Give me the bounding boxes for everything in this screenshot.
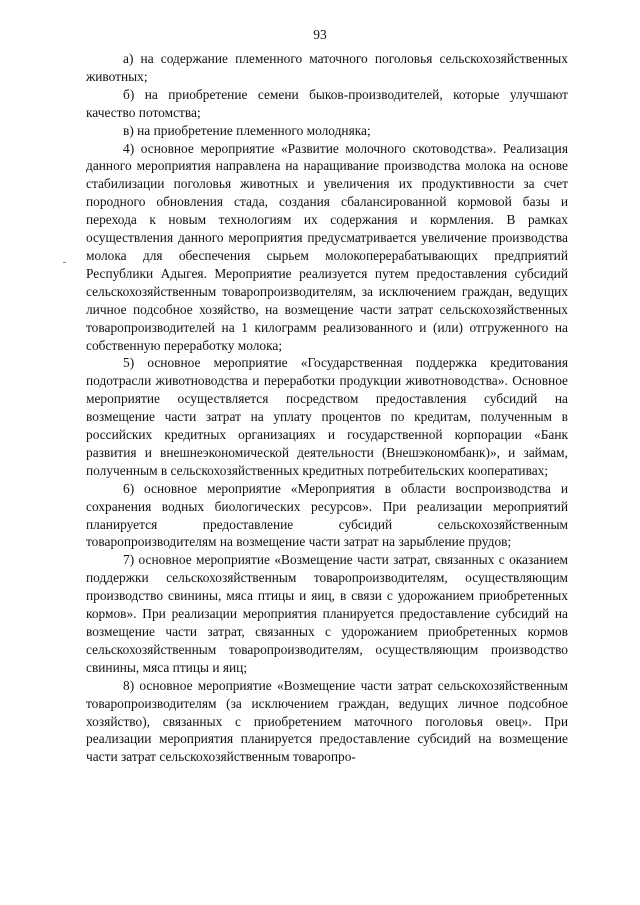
- paragraph-item-8: 8) основное мероприятие «Возмещение части затрат сельскохозяйственным товаропроизводителям (за исключением граждан, ведущих личное подсобное хозяйство), связанных с приобретением маточного поголовья овец». При реализации мероприятия планируется предоставление субсидий на возмещение части затрат сельскохозяйственным товаропро-: [86, 677, 568, 765]
- paragraph-item-7: 7) основное мероприятие «Возмещение части затрат, связанных с оказанием поддержки сельскохозяйственным товаропроизводителям, осуществляющим производство свинины, мяса птицы и яиц, в связи с удорожанием приобретенных кормов». При реализации мероприятия планируется предоставление субсидий на возмещение части затрат, связанных с удорожанием приобретенных кормов сельскохозяйственным товаропроизводителям, осуществляющим производство свинины, мяса птицы и яиц;: [86, 552, 568, 675]
- paragraph-b: б) на приобретение семени быков-производителей, которые улучшают качество потомства;: [86, 86, 568, 120]
- paragraph-v: в) на приобретение племенного молодняка;: [123, 122, 371, 138]
- margin-mark: [63, 262, 66, 263]
- body-text: [86, 50, 568, 766]
- paragraph-item-6: 6) основное мероприятие «Мероприятия в области воспроизводства и сохранения водных биологических ресурсов». При реализации мероприятий планируется предоставление субсидий сельскохозяйственным товаропроизводителям на возмещение части затрат на зарыбление прудов;: [86, 480, 568, 550]
- paragraph-item-4: 4) основное мероприятие «Развитие молочного скотоводства». Реализация данного мероприятия направлена на наращивание производства молока на основе стабилизации поголовья животных и увеличения их продуктивности за счет породного обновления стада, создания сбалансированной кормовой базы и перехода к новым технологиям их содержания и кормления. В рамках осуществления данного мероприятия предусматривается увеличение производства молока для обеспечения сырьем молокоперерабатывающих предприятий Республики Адыгея. Мероприятие реализуется путем предоставления субсидий сельскохозяйственным товаропроизводителям, за исключением граждан, ведущих личное подсобное хозяйство, на возмещение части затрат сельскохозяйственных товаропроизводителей на 1 килограмм реализованного и (или) отгруженного на собственную переработку молока;: [86, 140, 568, 353]
- paragraph-a: а) на содержание племенного маточного поголовья сельскохозяйственных животных;: [86, 51, 568, 84]
- paragraph-item-5: 5) основное мероприятие «Государственная поддержка кредитования подотрасли животноводства и переработки продукции животноводства». Основное мероприятие осуществляется посредством предоставления субсидий на возмещение части затрат на уплату процентов по кредитам, полученным в российских кредитных организациях и государственной корпорации «Банк развития и внешнеэкономической деятельности (Внешэкономбанк)», и займам, полученным в сельскохозяйственных кредитных потребительских кооперативах;: [86, 355, 568, 478]
- page-number: 93: [313, 27, 327, 42]
